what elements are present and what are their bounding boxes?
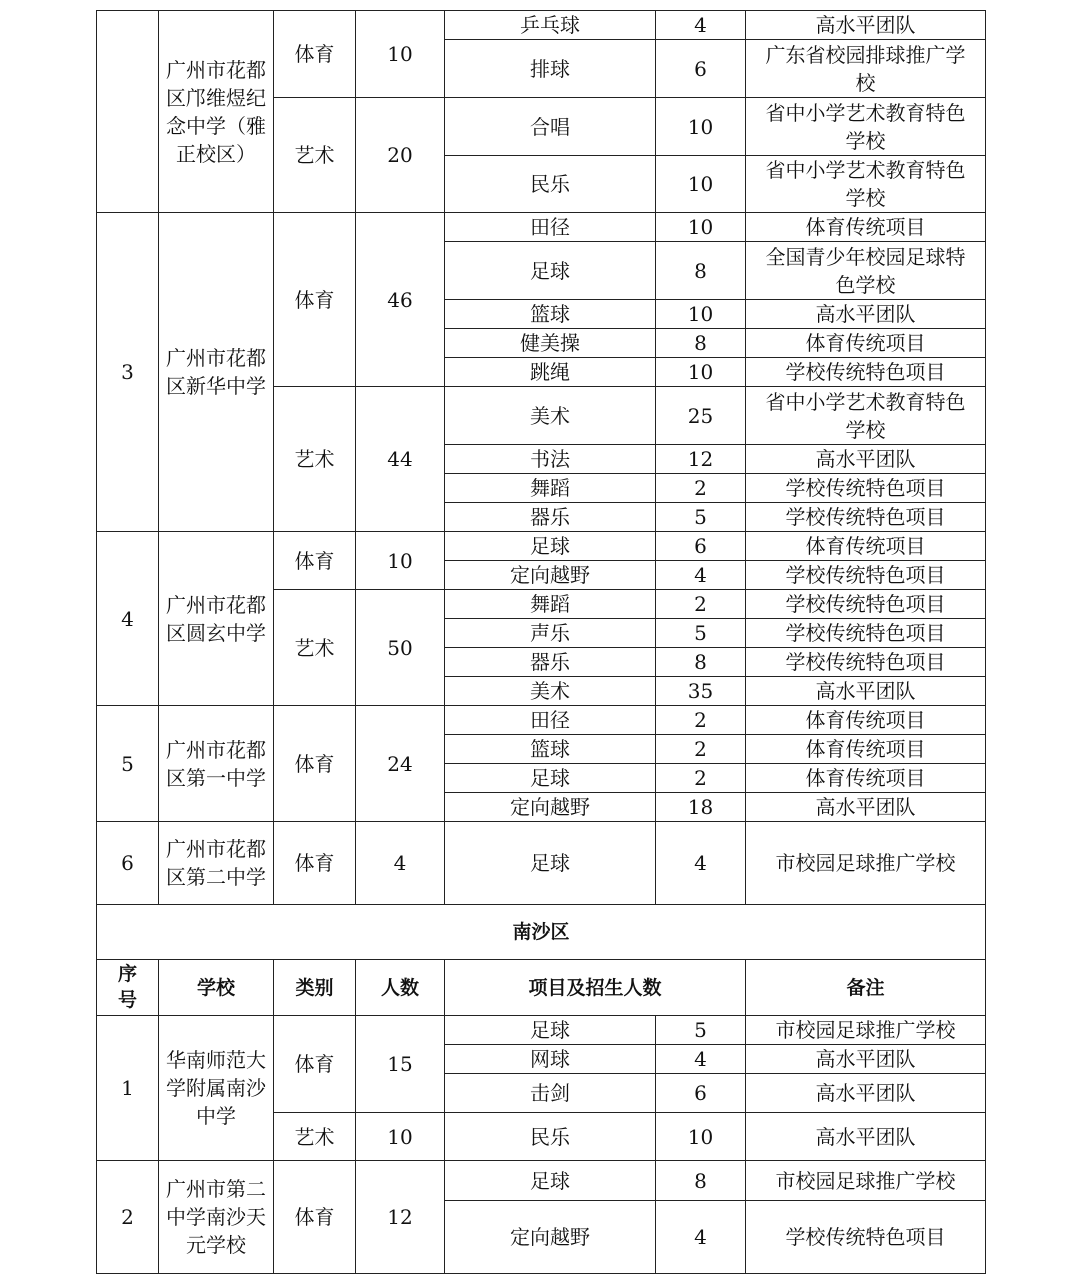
item-name: 网球 <box>445 1045 656 1074</box>
item-num: 10 <box>656 300 746 329</box>
seq-cell: 1 <box>97 1016 159 1161</box>
item-name: 舞蹈 <box>445 590 656 619</box>
item-remark: 市校园足球推广学校 <box>746 822 986 905</box>
header-project: 项目及招生人数 <box>445 960 746 1016</box>
item-remark: 学校传统特色项目 <box>746 358 986 387</box>
item-num: 10 <box>656 358 746 387</box>
item-remark: 高水平团队 <box>746 11 986 40</box>
header-remark: 备注 <box>746 960 986 1016</box>
item-remark: 高水平团队 <box>746 793 986 822</box>
seq-cell: 6 <box>97 822 159 905</box>
item-num: 5 <box>656 1016 746 1045</box>
header-school: 学校 <box>159 960 274 1016</box>
school-cell <box>159 11 274 213</box>
school-name: 广州市花都区第二中学 <box>166 837 266 889</box>
section-title-nansha: 南沙区 <box>97 905 986 960</box>
seq-cell <box>97 11 159 213</box>
school-cell <box>159 822 274 905</box>
school-cell <box>159 532 274 706</box>
category-cell: 艺术 <box>274 387 356 532</box>
item-name: 定向越野 <box>445 561 656 590</box>
header-count: 人数 <box>356 960 445 1016</box>
school-cell <box>159 1016 274 1161</box>
item-num: 2 <box>656 590 746 619</box>
item-name: 美术 <box>445 387 656 445</box>
item-name: 足球 <box>445 764 656 793</box>
item-remark: 高水平团队 <box>746 300 986 329</box>
category-cell: 体育 <box>274 706 356 822</box>
item-remark: 省中小学艺术教育特色学校 <box>746 98 986 156</box>
item-num: 10 <box>656 1113 746 1161</box>
item-name: 跳绳 <box>445 358 656 387</box>
item-remark: 学校传统特色项目 <box>746 590 986 619</box>
item-name: 合唱 <box>445 98 656 156</box>
item-name: 篮球 <box>445 735 656 764</box>
category-cell: 艺术 <box>274 98 356 213</box>
item-remark: 学校传统特色项目 <box>746 474 986 503</box>
category-cell: 艺术 <box>274 590 356 706</box>
item-remark: 高水平团队 <box>746 1045 986 1074</box>
count-cell: 50 <box>356 590 445 706</box>
category-cell: 体育 <box>274 11 356 98</box>
item-name: 足球 <box>445 242 656 300</box>
seq-cell: 2 <box>97 1161 159 1274</box>
item-num: 10 <box>656 98 746 156</box>
item-num: 25 <box>656 387 746 445</box>
count-cell: 4 <box>356 822 445 905</box>
item-name: 田径 <box>445 213 656 242</box>
item-num: 2 <box>656 474 746 503</box>
item-remark: 体育传统项目 <box>746 706 986 735</box>
item-name: 美术 <box>445 677 656 706</box>
item-name: 击剑 <box>445 1074 656 1113</box>
item-name: 足球 <box>445 822 656 905</box>
school-name: 广州市花都区圆玄中学 <box>166 592 266 645</box>
category-cell: 体育 <box>274 213 356 387</box>
item-remark: 市校园足球推广学校 <box>746 1016 986 1045</box>
item-name: 篮球 <box>445 300 656 329</box>
item-num: 2 <box>656 735 746 764</box>
item-num: 4 <box>656 822 746 905</box>
item-remark: 体育传统项目 <box>746 735 986 764</box>
item-name: 定向越野 <box>445 1201 656 1274</box>
school-cell <box>159 213 274 532</box>
item-num: 6 <box>656 40 746 98</box>
school-name: 华南师范大学附属南沙中学 <box>166 1048 266 1128</box>
count-cell: 12 <box>356 1161 445 1274</box>
count-cell: 10 <box>356 532 445 590</box>
item-num: 2 <box>656 706 746 735</box>
item-num: 35 <box>656 677 746 706</box>
item-num: 5 <box>656 503 746 532</box>
school-cell <box>159 706 274 822</box>
item-num: 8 <box>656 648 746 677</box>
school-cell <box>159 1161 274 1274</box>
school-name: 广州市花都区新华中学 <box>166 346 266 398</box>
item-remark: 高水平团队 <box>746 677 986 706</box>
item-name: 声乐 <box>445 619 656 648</box>
header-seq: 序号 <box>97 960 159 1016</box>
item-remark: 体育传统项目 <box>746 764 986 793</box>
item-name: 定向越野 <box>445 793 656 822</box>
seq-cell: 3 <box>97 213 159 532</box>
school-name: 广州市花都区第一中学 <box>166 737 266 790</box>
count-cell: 10 <box>356 11 445 98</box>
item-num: 10 <box>656 213 746 242</box>
category-cell: 体育 <box>274 1161 356 1274</box>
item-remark: 体育传统项目 <box>746 329 986 358</box>
item-num: 4 <box>656 11 746 40</box>
category-cell: 体育 <box>274 532 356 590</box>
item-name: 足球 <box>445 1016 656 1045</box>
category-cell: 体育 <box>274 822 356 905</box>
item-num: 4 <box>656 1201 746 1274</box>
item-name: 排球 <box>445 40 656 98</box>
item-num: 10 <box>656 156 746 213</box>
item-remark: 学校传统特色项目 <box>746 561 986 590</box>
item-remark: 市校园足球推广学校 <box>746 1161 986 1201</box>
item-num: 4 <box>656 1045 746 1074</box>
item-remark: 高水平团队 <box>746 445 986 474</box>
count-cell: 24 <box>356 706 445 822</box>
item-num: 5 <box>656 619 746 648</box>
count-cell: 10 <box>356 1113 445 1161</box>
count-cell: 44 <box>356 387 445 532</box>
item-remark: 高水平团队 <box>746 1113 986 1161</box>
item-name: 田径 <box>445 706 656 735</box>
item-remark: 学校传统特色项目 <box>746 619 986 648</box>
item-num: 18 <box>656 793 746 822</box>
item-num: 8 <box>656 1161 746 1201</box>
count-cell: 20 <box>356 98 445 213</box>
item-num: 8 <box>656 329 746 358</box>
item-num: 6 <box>656 1074 746 1113</box>
category-cell: 体育 <box>274 1016 356 1113</box>
seq-cell: 4 <box>97 532 159 706</box>
item-remark: 省中小学艺术教育特色学校 <box>746 156 986 213</box>
header-category: 类别 <box>274 960 356 1016</box>
item-remark: 省中小学艺术教育特色学校 <box>746 387 986 445</box>
item-remark: 全国青少年校园足球特色学校 <box>746 242 986 300</box>
item-name: 民乐 <box>445 1113 656 1161</box>
item-name: 足球 <box>445 1161 656 1201</box>
item-name: 书法 <box>445 445 656 474</box>
category-cell: 艺术 <box>274 1113 356 1161</box>
item-remark: 学校传统特色项目 <box>746 1201 986 1274</box>
count-cell: 46 <box>356 213 445 387</box>
seq-cell: 5 <box>97 706 159 822</box>
item-name: 民乐 <box>445 156 656 213</box>
item-name: 舞蹈 <box>445 474 656 503</box>
item-num: 2 <box>656 764 746 793</box>
item-num: 8 <box>656 242 746 300</box>
school-name: 广州市花都区邝维煜纪念中学（雅正校区） <box>166 57 266 166</box>
item-remark: 高水平团队 <box>746 1074 986 1113</box>
item-remark: 体育传统项目 <box>746 532 986 561</box>
school-name: 广州市第二中学南沙天元学校 <box>166 1177 266 1257</box>
item-remark: 体育传统项目 <box>746 213 986 242</box>
item-name: 器乐 <box>445 503 656 532</box>
item-num: 6 <box>656 532 746 561</box>
item-remark: 广东省校园排球推广学校 <box>746 40 986 98</box>
item-remark: 学校传统特色项目 <box>746 503 986 532</box>
count-cell: 15 <box>356 1016 445 1113</box>
item-name: 足球 <box>445 532 656 561</box>
item-name: 乒乓球 <box>445 11 656 40</box>
item-remark: 学校传统特色项目 <box>746 648 986 677</box>
item-name: 器乐 <box>445 648 656 677</box>
enrollment-table <box>96 10 986 1274</box>
item-num: 4 <box>656 561 746 590</box>
item-num: 12 <box>656 445 746 474</box>
item-name: 健美操 <box>445 329 656 358</box>
